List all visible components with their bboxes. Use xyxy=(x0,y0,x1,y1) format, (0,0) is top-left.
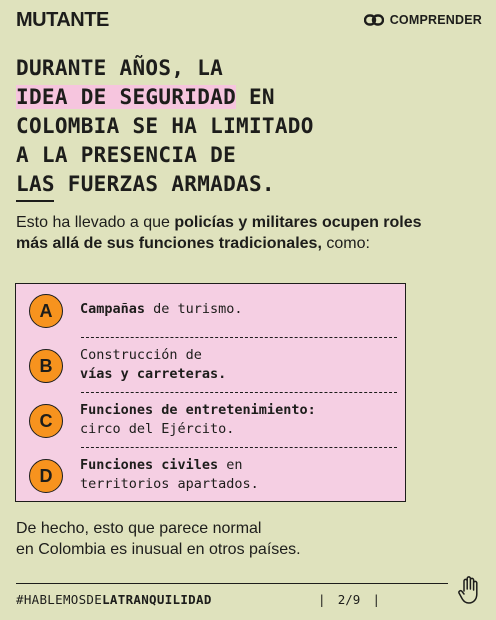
pager-separator: | xyxy=(372,592,380,607)
headline-line: A LA PRESENCIA DE xyxy=(16,143,237,167)
item-rest: de turismo. xyxy=(145,301,243,317)
divider xyxy=(16,200,54,202)
intro-bold: policías y militares ocupen roles más allá de sus funciones tradicionales, xyxy=(16,214,422,252)
intro-paragraph xyxy=(16,212,456,254)
item-rest: circo del Ejército. xyxy=(80,421,235,437)
headline-text: EN xyxy=(236,85,275,109)
headline-line: DURANTE AÑOS, LA xyxy=(16,56,224,80)
intro-text-end: como: xyxy=(321,235,370,252)
headline-line: COLOMBIA SE HA LIMITADO xyxy=(16,114,314,138)
list-item-d xyxy=(16,449,405,503)
badge-a: A xyxy=(29,294,63,328)
link-icon xyxy=(364,14,384,26)
intro-text: Esto ha llevado a que xyxy=(16,214,175,231)
item-pre: Construcción de xyxy=(80,347,202,363)
pager-separator: | xyxy=(318,592,326,607)
footer-divider xyxy=(16,583,448,584)
item-rest2: territorios apartados. xyxy=(80,476,259,492)
list-item-c xyxy=(16,394,405,448)
item-text-a xyxy=(80,300,397,319)
hashtag-b: LATRANQUILIDAD xyxy=(102,592,212,607)
dashed-separator xyxy=(81,392,397,393)
comprender-link[interactable] xyxy=(364,13,482,27)
hand-icon[interactable] xyxy=(457,575,481,605)
badge-b: B xyxy=(29,349,63,383)
header xyxy=(16,9,482,31)
headline xyxy=(16,54,476,199)
badge-d: D xyxy=(29,459,63,493)
dashed-separator xyxy=(81,337,397,338)
headline-line: LAS FUERZAS ARMADAS. xyxy=(16,172,275,196)
item-bold: Funciones civiles xyxy=(80,457,219,473)
item-rest: en xyxy=(218,457,243,473)
item-text-b xyxy=(80,346,397,384)
dashed-separator xyxy=(81,447,397,448)
page-number: 2/9 xyxy=(337,592,361,607)
page-indicator xyxy=(318,592,380,607)
item-bold: Funciones de entretenimiento: xyxy=(80,402,316,418)
item-bold: Campañas xyxy=(80,301,146,317)
badge-c: C xyxy=(29,404,63,438)
hashtag[interactable] xyxy=(16,592,212,607)
item-text-c xyxy=(80,401,397,439)
examples-list xyxy=(15,283,406,502)
brand-logo[interactable]: MUTANTE xyxy=(16,8,109,31)
comprender-label: COMPRENDER xyxy=(389,13,482,27)
headline-line xyxy=(16,83,476,112)
item-bold: vías y carreteras. xyxy=(80,366,227,382)
hashtag-a: #HABLEMOSDE xyxy=(16,592,103,607)
headline-highlight: IDEA DE SEGURIDAD xyxy=(16,85,237,109)
outro-line: De hecho, esto que parece normal xyxy=(16,520,262,537)
list-item-a xyxy=(16,284,405,338)
list-item-b xyxy=(16,339,405,393)
outro-line: en Colombia es inusual en otros países. xyxy=(16,541,301,558)
item-text-d xyxy=(80,456,397,494)
outro-paragraph xyxy=(16,518,456,560)
